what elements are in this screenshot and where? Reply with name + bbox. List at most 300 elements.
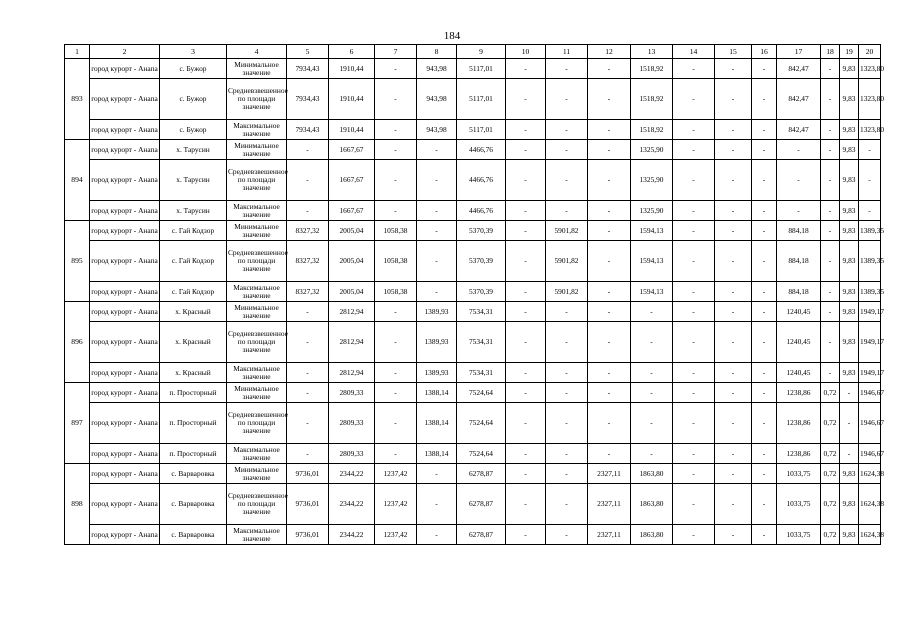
value-cell-col-13: - [631,322,673,363]
value-cell-col-11: 5901,82 [546,241,588,282]
value-cell-col-17: - [777,160,821,201]
region-cell: город курорт - Анапа [90,444,160,464]
value-type-cell: Минимальное значение [227,464,287,484]
column-header-16: 16 [752,45,777,59]
value-cell-col-12: - [588,241,631,282]
value-cell-col-9: 6278,87 [457,484,506,525]
column-header-2: 2 [90,45,160,59]
value-cell-col-16: - [752,302,777,322]
value-cell-col-9: 7524,64 [457,444,506,464]
value-cell-col-8: 1389,93 [417,363,457,383]
value-cell-col-12: 2327,11 [588,484,631,525]
value-cell-col-18: - [821,221,840,241]
value-cell-col-5: - [287,383,329,403]
region-cell: город курорт - Анапа [90,120,160,140]
value-cell-col-12: - [588,201,631,221]
value-cell-col-14: - [673,140,715,160]
value-cell-col-5: - [287,140,329,160]
value-cell-col-20: 1323,80 [859,59,881,79]
value-cell-col-19: 9,83 [840,282,859,302]
value-cell-col-6: 2344,22 [329,484,375,525]
value-cell-col-19: 9,83 [840,302,859,322]
value-cell-col-11: - [546,525,588,545]
settlement-cell: с. Бужор [160,120,227,140]
value-cell-col-15: - [715,484,752,525]
value-cell-col-7: - [375,140,417,160]
column-header-19: 19 [840,45,859,59]
region-cell: город курорт - Анапа [90,59,160,79]
settlement-cell: с. Варваровка [160,464,227,484]
value-cell-col-16: - [752,484,777,525]
value-cell-col-5: - [287,201,329,221]
region-cell: город курорт - Анапа [90,282,160,302]
value-cell-col-12: - [588,140,631,160]
value-cell-col-7: 1058,38 [375,241,417,282]
value-cell-col-20: - [859,160,881,201]
value-cell-col-6: 1667,67 [329,140,375,160]
value-type-cell: Минимальное значение [227,59,287,79]
value-cell-col-19: 9,83 [840,221,859,241]
value-cell-col-20: - [859,201,881,221]
settlement-cell: п. Просторный [160,383,227,403]
value-cell-col-5: 9736,01 [287,484,329,525]
value-cell-col-9: 5117,01 [457,79,506,120]
settlement-cell: х. Красный [160,363,227,383]
value-cell-col-7: - [375,383,417,403]
table-body [65,45,885,545]
value-type-cell: Максимальное значение [227,282,287,302]
settlement-cell: с. Варваровка [160,525,227,545]
value-cell-col-16: - [752,282,777,302]
value-cell-col-12: 2327,11 [588,464,631,484]
value-cell-col-10: - [506,241,546,282]
row-group-id: 896 [65,302,90,383]
value-cell-col-16: - [752,201,777,221]
value-cell-col-17: 1238,86 [777,444,821,464]
settlement-cell: х. Красный [160,322,227,363]
value-type-cell: Средневзвешенное по площади значение [227,484,287,525]
value-cell-col-6: 1667,67 [329,201,375,221]
settlement-cell: п. Просторный [160,444,227,464]
value-cell-col-11: 5901,82 [546,282,588,302]
value-cell-col-17: 1033,75 [777,525,821,545]
value-cell-col-7: - [375,201,417,221]
value-cell-col-14: - [673,282,715,302]
value-cell-col-6: 2005,04 [329,241,375,282]
value-cell-col-18: - [821,79,840,120]
value-cell-col-14: - [673,444,715,464]
column-header-10: 10 [506,45,546,59]
value-cell-col-17: 884,18 [777,221,821,241]
value-cell-col-17: - [777,140,821,160]
value-cell-col-17: 1238,86 [777,383,821,403]
settlement-cell: с. Гай Кодзор [160,221,227,241]
value-cell-col-17: 1240,45 [777,322,821,363]
value-cell-col-6: 1910,44 [329,120,375,140]
value-cell-col-18: - [821,201,840,221]
value-cell-col-19: 9,83 [840,464,859,484]
table-row [65,444,881,464]
value-cell-col-12: - [588,302,631,322]
column-header-15: 15 [715,45,752,59]
value-cell-col-5: - [287,403,329,444]
value-cell-col-16: - [752,383,777,403]
region-cell: город курорт - Анапа [90,464,160,484]
value-cell-col-13: 1325,90 [631,160,673,201]
settlement-cell: п. Просторный [160,403,227,444]
row-group-id: 897 [65,383,90,464]
value-cell-col-8: - [417,201,457,221]
value-cell-col-11: - [546,160,588,201]
value-cell-col-6: 1667,67 [329,160,375,201]
value-cell-col-10: - [506,322,546,363]
value-cell-col-20: 1946,67 [859,383,881,403]
value-cell-col-5: 7934,43 [287,59,329,79]
value-cell-col-7: - [375,444,417,464]
settlement-cell: с. Гай Кодзор [160,241,227,282]
value-cell-col-12: - [588,403,631,444]
value-cell-col-9: 7524,64 [457,383,506,403]
value-cell-col-19: 9,83 [840,322,859,363]
value-cell-col-10: - [506,201,546,221]
value-cell-col-14: - [673,120,715,140]
value-cell-col-6: 2812,94 [329,363,375,383]
value-cell-col-11: - [546,59,588,79]
value-cell-col-10: - [506,484,546,525]
value-cell-col-9: 7524,64 [457,403,506,444]
value-cell-col-7: 1237,42 [375,525,417,545]
settlement-cell: х. Тарусин [160,140,227,160]
value-cell-col-9: 5370,39 [457,282,506,302]
table-row [65,241,881,282]
value-cell-col-6: 2344,22 [329,464,375,484]
value-cell-col-17: 1240,45 [777,302,821,322]
value-cell-col-13: 1594,13 [631,241,673,282]
value-type-cell: Максимальное значение [227,201,287,221]
value-cell-col-11: - [546,120,588,140]
table-row [65,201,881,221]
column-header-6: 6 [329,45,375,59]
value-type-cell: Средневзвешенное по площади значение [227,160,287,201]
value-cell-col-17: 842,47 [777,59,821,79]
value-cell-col-10: - [506,444,546,464]
region-cell: город курорт - Анапа [90,403,160,444]
table-row [65,79,881,120]
value-cell-col-6: 1910,44 [329,79,375,120]
value-cell-col-18: 0,72 [821,383,840,403]
table-row [65,363,881,383]
value-cell-col-8: - [417,140,457,160]
value-cell-col-18: - [821,59,840,79]
value-cell-col-20: 1624,38 [859,525,881,545]
settlement-cell: с. Бужор [160,79,227,120]
value-cell-col-15: - [715,140,752,160]
value-cell-col-7: - [375,79,417,120]
value-cell-col-12: - [588,160,631,201]
value-cell-col-12: 2327,11 [588,525,631,545]
value-cell-col-16: - [752,322,777,363]
value-cell-col-20: 1949,17 [859,363,881,383]
value-cell-col-15: - [715,59,752,79]
table-row [65,322,881,363]
value-cell-col-16: - [752,444,777,464]
value-cell-col-19: - [840,444,859,464]
value-cell-col-18: - [821,120,840,140]
region-cell: город курорт - Анапа [90,140,160,160]
value-cell-col-20: 1624,38 [859,484,881,525]
value-cell-col-17: 884,18 [777,241,821,282]
value-cell-col-13: 1325,90 [631,140,673,160]
value-cell-col-8: 943,98 [417,79,457,120]
value-cell-col-16: - [752,79,777,120]
value-cell-col-9: 7534,31 [457,363,506,383]
value-cell-col-11: - [546,322,588,363]
value-cell-col-13: 1518,92 [631,120,673,140]
value-cell-col-13: 1325,90 [631,201,673,221]
value-cell-col-20: - [859,140,881,160]
value-cell-col-16: - [752,140,777,160]
value-cell-col-18: - [821,140,840,160]
value-type-cell: Минимальное значение [227,221,287,241]
value-cell-col-18: - [821,160,840,201]
value-cell-col-9: 5117,01 [457,120,506,140]
value-cell-col-10: - [506,140,546,160]
value-cell-col-17: 884,18 [777,282,821,302]
value-cell-col-14: - [673,221,715,241]
column-header-20: 20 [859,45,881,59]
table-row [65,120,881,140]
value-cell-col-6: 2809,33 [329,444,375,464]
region-cell: город курорт - Анапа [90,241,160,282]
value-cell-col-6: 2005,04 [329,282,375,302]
value-cell-col-7: - [375,160,417,201]
value-cell-col-8: 943,98 [417,120,457,140]
row-group-id: 894 [65,140,90,221]
value-cell-col-9: 4466,76 [457,201,506,221]
settlement-cell: с. Гай Кодзор [160,282,227,302]
value-type-cell: Максимальное значение [227,120,287,140]
value-cell-col-15: - [715,403,752,444]
value-cell-col-5: 9736,01 [287,464,329,484]
value-cell-col-19: 9,83 [840,525,859,545]
settlement-cell: с. Бужор [160,59,227,79]
settlement-cell: с. Варваровка [160,484,227,525]
column-header-12: 12 [588,45,631,59]
value-cell-col-15: - [715,444,752,464]
region-cell: город курорт - Анапа [90,363,160,383]
value-cell-col-9: 5370,39 [457,221,506,241]
value-cell-col-12: - [588,322,631,363]
value-cell-col-16: - [752,160,777,201]
table-row [65,484,881,525]
region-cell: город курорт - Анапа [90,201,160,221]
value-cell-col-9: 4466,76 [457,140,506,160]
value-cell-col-8: 943,98 [417,59,457,79]
value-cell-col-17: 842,47 [777,79,821,120]
value-cell-col-18: - [821,302,840,322]
value-cell-col-15: - [715,363,752,383]
value-cell-col-9: 5117,01 [457,59,506,79]
value-cell-col-19: - [840,383,859,403]
value-cell-col-20: 1949,17 [859,322,881,363]
value-cell-col-13: 1863,80 [631,525,673,545]
value-cell-col-10: - [506,525,546,545]
value-cell-col-8: - [417,221,457,241]
value-type-cell: Средневзвешенное по площади значение [227,403,287,444]
value-cell-col-14: - [673,363,715,383]
column-header-11: 11 [546,45,588,59]
value-cell-col-6: 2812,94 [329,322,375,363]
value-cell-col-11: - [546,302,588,322]
value-type-cell: Максимальное значение [227,444,287,464]
value-cell-col-5: 8327,32 [287,282,329,302]
value-cell-col-10: - [506,59,546,79]
value-cell-col-15: - [715,322,752,363]
value-cell-col-5: - [287,444,329,464]
value-cell-col-16: - [752,525,777,545]
column-header-3: 3 [160,45,227,59]
value-cell-col-17: 1240,45 [777,363,821,383]
value-cell-col-15: - [715,201,752,221]
value-cell-col-20: 1946,67 [859,444,881,464]
value-cell-col-6: 1910,44 [329,59,375,79]
value-cell-col-10: - [506,221,546,241]
page-number: 184 [443,30,461,42]
value-cell-col-7: - [375,302,417,322]
value-cell-col-7: - [375,363,417,383]
column-header-14: 14 [673,45,715,59]
settlement-cell: х. Тарусин [160,160,227,201]
value-cell-col-14: - [673,241,715,282]
value-cell-col-16: - [752,120,777,140]
value-cell-col-11: 5901,82 [546,221,588,241]
value-cell-col-16: - [752,59,777,79]
value-cell-col-11: - [546,444,588,464]
value-cell-col-16: - [752,403,777,444]
data-table [64,44,885,545]
value-cell-col-5: 7934,43 [287,79,329,120]
value-cell-col-17: 1033,75 [777,484,821,525]
row-group-id: 898 [65,464,90,545]
value-cell-col-8: - [417,484,457,525]
value-cell-col-17: - [777,201,821,221]
table-row [65,383,881,403]
value-type-cell: Средневзвешенное по площади значение [227,241,287,282]
value-cell-col-18: 0,72 [821,403,840,444]
region-cell: город курорт - Анапа [90,525,160,545]
table-row [65,59,881,79]
value-cell-col-19: 9,83 [840,79,859,120]
value-cell-col-6: 2005,04 [329,221,375,241]
column-header-18: 18 [821,45,840,59]
value-cell-col-12: - [588,383,631,403]
value-cell-col-7: 1237,42 [375,484,417,525]
value-cell-col-10: - [506,120,546,140]
value-cell-col-18: - [821,241,840,282]
region-cell: город курорт - Анапа [90,302,160,322]
value-cell-col-7: - [375,322,417,363]
value-cell-col-9: 6278,87 [457,525,506,545]
value-cell-col-13: - [631,403,673,444]
value-cell-col-10: - [506,464,546,484]
value-cell-col-7: 1058,38 [375,282,417,302]
value-cell-col-9: 7534,31 [457,302,506,322]
value-type-cell: Минимальное значение [227,140,287,160]
row-group-id: 893 [65,59,90,140]
table-row [65,464,881,484]
value-cell-col-17: 1033,75 [777,464,821,484]
value-cell-col-13: 1594,13 [631,282,673,302]
value-cell-col-14: - [673,403,715,444]
value-cell-col-7: 1237,42 [375,464,417,484]
value-cell-col-20: 1389,35 [859,221,881,241]
settlement-cell: х. Тарусин [160,201,227,221]
value-cell-col-10: - [506,282,546,302]
value-cell-col-18: - [821,322,840,363]
value-cell-col-12: - [588,120,631,140]
value-type-cell: Максимальное значение [227,525,287,545]
region-cell: город курорт - Анапа [90,221,160,241]
value-cell-col-19: 9,83 [840,140,859,160]
value-cell-col-15: - [715,282,752,302]
value-cell-col-14: - [673,160,715,201]
column-header-4: 4 [227,45,287,59]
value-cell-col-8: 1389,93 [417,322,457,363]
value-cell-col-9: 5370,39 [457,241,506,282]
value-cell-col-10: - [506,79,546,120]
value-cell-col-5: 8327,32 [287,221,329,241]
value-cell-col-15: - [715,160,752,201]
value-cell-col-13: 1518,92 [631,79,673,120]
value-cell-col-13: - [631,383,673,403]
value-cell-col-10: - [506,363,546,383]
column-header-7: 7 [375,45,417,59]
value-cell-col-14: - [673,201,715,221]
value-cell-col-13: 1594,13 [631,221,673,241]
value-cell-col-11: - [546,484,588,525]
value-cell-col-12: - [588,282,631,302]
value-cell-col-12: - [588,444,631,464]
value-cell-col-9: 6278,87 [457,464,506,484]
value-cell-col-5: - [287,363,329,383]
value-cell-col-18: 0,72 [821,464,840,484]
region-cell: город курорт - Анапа [90,322,160,363]
value-cell-col-19: 9,83 [840,120,859,140]
value-cell-col-11: - [546,403,588,444]
value-cell-col-15: - [715,241,752,282]
value-cell-col-18: 0,72 [821,444,840,464]
value-cell-col-7: - [375,59,417,79]
value-cell-col-7: - [375,403,417,444]
region-cell: город курорт - Анапа [90,484,160,525]
region-cell: город курорт - Анапа [90,160,160,201]
value-cell-col-14: - [673,79,715,120]
value-cell-col-14: - [673,302,715,322]
value-cell-col-11: - [546,464,588,484]
value-cell-col-13: 1518,92 [631,59,673,79]
value-type-cell: Максимальное значение [227,363,287,383]
value-cell-col-6: 2344,22 [329,525,375,545]
value-cell-col-16: - [752,221,777,241]
value-cell-col-20: 1389,35 [859,241,881,282]
value-cell-col-15: - [715,383,752,403]
value-cell-col-11: - [546,383,588,403]
value-cell-col-20: 1323,80 [859,120,881,140]
value-cell-col-13: - [631,363,673,383]
value-cell-col-5: - [287,160,329,201]
value-cell-col-14: - [673,464,715,484]
value-cell-col-8: - [417,282,457,302]
